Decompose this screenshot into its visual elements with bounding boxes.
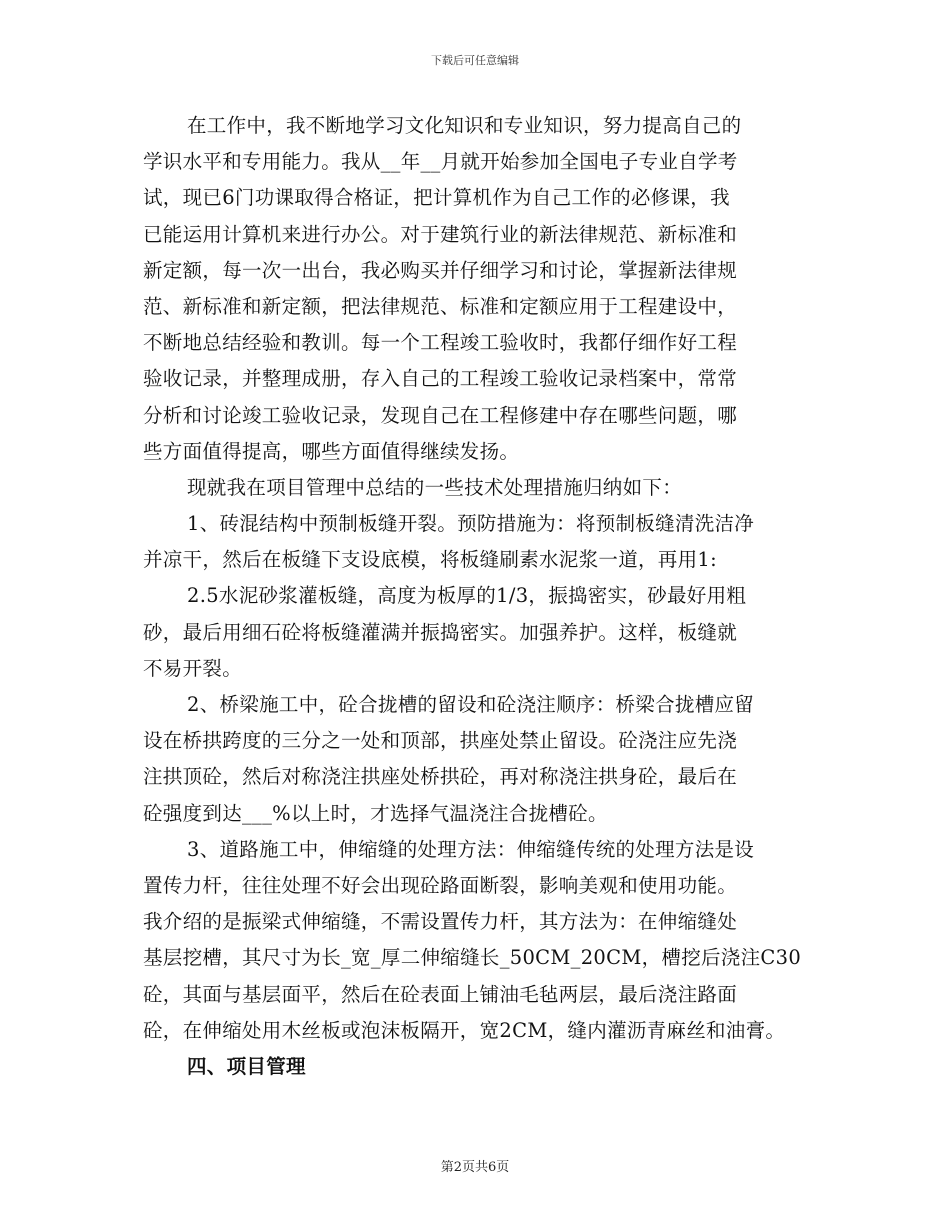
paragraph-line: 分析和讨论竣工验收记录，发现自己在工程修建中存在哪些问题，哪: [143, 403, 738, 427]
paragraph-line: 不断地总结经验和教训。每一个工程竣工验收时，我都仔细作好工程: [143, 331, 738, 355]
paragraph-line: 不易开裂。: [143, 656, 243, 680]
paragraph-line: 现就我在项目管理中总结的一些技术处理措施归纳如下：: [187, 475, 683, 499]
paragraph-line: 置传力杆，往往处理不好会出现砼路面断裂，影响美观和使用功能。: [143, 873, 738, 897]
paragraph-line: 砂，最后用细石砼将板缝灌满并振捣密实。加强养护。这样，板缝就: [143, 620, 738, 644]
paragraph-line: 2.5水泥砂浆灌板缝，高度为板厚的1/3，振捣密实，砂最好用粗: [187, 584, 747, 608]
paragraph-line: 设在桥拱跨度的三分之一处和顶部，拱座处禁止留设。砼浇注应先浇: [143, 729, 738, 753]
paragraph-line: 我介绍的是振梁式伸缩缝，不需设置传力杆，其方法为：在伸缩缝处: [143, 910, 738, 934]
page-header-note: 下载后可任意编辑: [431, 54, 519, 67]
paragraph-line: 砼，其面与基层面平，然后在砼表面上铺油毛毡两层，最后浇注路面: [143, 982, 738, 1006]
section-heading: 四、项目管理: [187, 1054, 306, 1078]
paragraph-line: 试，现已6门功课取得合格证，把计算机作为自己工作的必修课，我: [143, 186, 730, 210]
paragraph-line: 1、砖混结构中预制板缝开裂。预防措施为：将预制板缝清洗洁净: [187, 512, 755, 536]
document-body: [143, 108, 833, 1085]
paragraph-line: 砼强度到达___%以上时，才选择气温浇注合拢槽砼。: [143, 801, 608, 825]
paragraph-line: 2、桥梁施工中，砼合拢槽的留设和砼浇注顺序：桥梁合拢槽应留: [187, 693, 755, 716]
page-number: 第2页共6页: [440, 1160, 510, 1175]
paragraph-line: 学识水平和专用能力。我从__年__月就开始参加全国电子专业自学考: [143, 150, 738, 174]
paragraph-line: 基层挖槽，其尺寸为长_宽_厚二伸缩缝长_50CM_20CM，槽挖后浇注C30: [143, 946, 802, 970]
paragraph-line: 3、道路施工中，伸缩缝的处理方法：伸缩缝传统的处理方法是设: [187, 837, 755, 861]
paragraph-line: 并凉干，然后在板缝下支设底模，将板缝刷素水泥浆一道，再用1:: [143, 548, 717, 572]
paragraph-line: 在工作中，我不断地学习文化知识和专业知识，努力提高自己的: [187, 114, 742, 137]
paragraph-line: 注拱顶砼，然后对称浇注拱座处桥拱砼，再对称浇注拱身砼，最后在: [143, 765, 738, 789]
paragraph-line: 已能运用计算机来进行办公。对于建筑行业的新法律规范、新标准和: [143, 222, 738, 246]
paragraph-line: 验收记录，并整理成册，存入自己的工程竣工验收记录档案中，常常: [143, 367, 738, 391]
paragraph-line: 砼，在伸缩处用木丝板或泡沫板隔开，宽2CM，缝内灌沥青麻丝和油膏。: [143, 1018, 786, 1042]
paragraph-line: 些方面值得提高，哪些方面值得继续发扬。: [143, 439, 520, 463]
paragraph-line: 范、新标准和新定额，把法律规范、标准和定额应用于工程建设中，: [143, 294, 738, 318]
paragraph-line: 新定额，每一次一出台，我必购买并仔细学习和讨论，掌握新法律规: [143, 258, 738, 282]
